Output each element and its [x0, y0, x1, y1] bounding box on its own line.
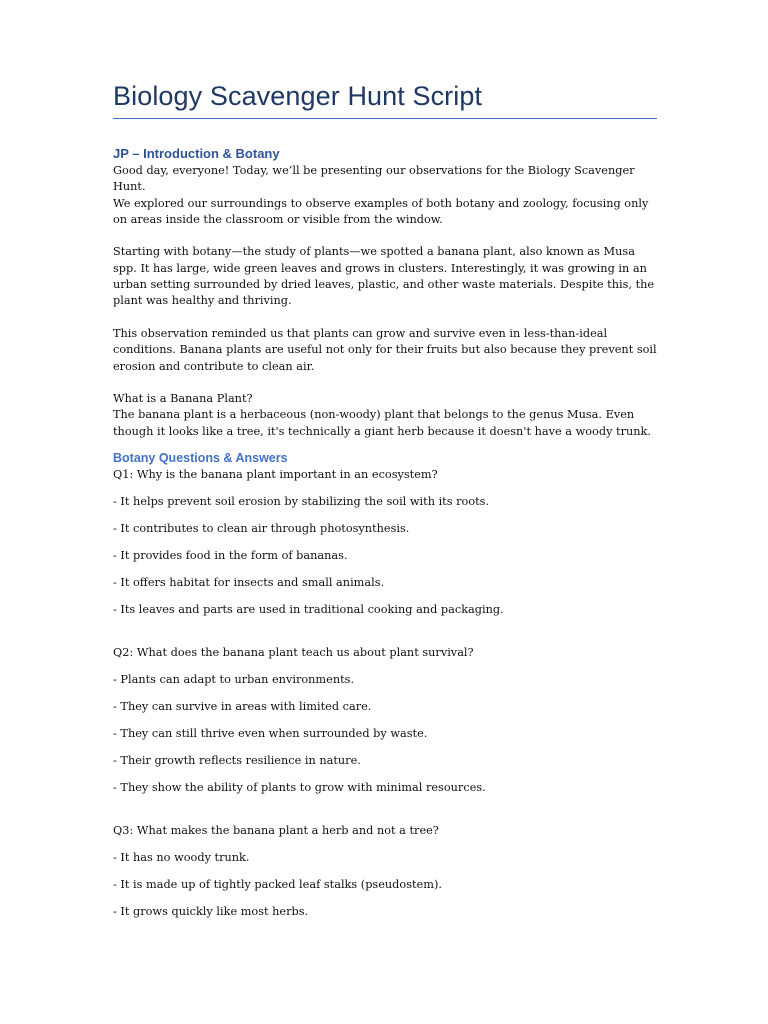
q1-answer: - It contributes to clean air through photosynthesis.: [113, 522, 410, 536]
spacer: [113, 510, 658, 521]
spacer: [113, 228, 658, 244]
spacer: [113, 867, 658, 878]
q3-question: Q3: What makes the banana plant a herb and not a tree?: [113, 824, 439, 838]
spacer: [113, 796, 658, 823]
q3-answer: - It has no woody trunk.: [113, 851, 250, 865]
q2-answer: - They can still thrive even when surrounded by waste.: [113, 727, 428, 741]
q2-answer: - They show the ability of plants to grow with minimal resources.: [113, 781, 486, 795]
q3-answer: - It grows quickly like most herbs.: [113, 905, 309, 919]
spacer: [113, 662, 658, 673]
spacer: [113, 770, 658, 781]
spacer: [113, 591, 658, 602]
botany-paragraph: Starting with botany—the study of plants—we spotted a banana plant, also known as Musa spp. It has large, wide green leaves and grows in clusters. Interestingly, it was growing in an urban setting surrounded by dried leaves, plastic, and other waste materials. Despite this, the plant was healthy and thriving.: [113, 245, 655, 308]
qa-heading: Botany Questions & Answers: [113, 451, 288, 466]
spacer: [113, 483, 658, 494]
q1-answer: - It offers habitat for insects and small animals.: [113, 575, 385, 589]
spacer: [113, 840, 658, 851]
q2-answer: - They can survive in areas with limited care.: [113, 700, 372, 714]
banana-question: What is a Banana Plant?: [113, 392, 253, 406]
q2-answer: - Plants can adapt to urban environments.: [113, 673, 355, 687]
spacer: [113, 310, 658, 326]
banana-answer: The banana plant is a herbaceous (non-woody) plant that belongs to the genus Musa. Even though it looks like a tree, it's technically a giant herb because it doesn't have a woody trunk.: [113, 408, 651, 438]
q1-question: Q1: Why is the banana plant important in an ecosystem?: [113, 468, 438, 482]
q3-answer: - It is made up of tightly packed leaf stalks (pseudostem).: [113, 878, 442, 892]
spacer: [113, 564, 658, 575]
spacer: [113, 743, 658, 754]
q1-answer: - It provides food in the form of bananas.: [113, 549, 348, 562]
title-underline: [113, 118, 657, 119]
spacer: [113, 537, 658, 548]
document-body: [113, 145, 658, 921]
q2-question: Q2: What does the banana plant teach us about plant survival?: [113, 646, 474, 660]
spacer: [113, 894, 658, 905]
spacer: [113, 375, 658, 391]
section-heading: JP – Introduction & Botany: [113, 146, 280, 161]
observation-paragraph: This observation reminded us that plants can grow and survive even in less-than-ideal conditions. Banana plants are useful not only for their fruits but also because they prevent soil erosion and contribute to clean air.: [113, 326, 657, 373]
q2-answer: - Their growth reflects resilience in nature.: [113, 754, 361, 768]
document-title: Biology Scavenger Hunt Script: [113, 81, 483, 111]
spacer: [113, 689, 658, 700]
q1-answer: - It helps prevent soil erosion by stabilizing the soil with its roots.: [113, 495, 490, 509]
spacer: [113, 440, 658, 449]
intro-paragraph-2: We explored our surroundings to observe examples of both botany and zoology, focusing only on areas inside the classroom or visible from the window.: [113, 196, 649, 226]
intro-paragraph-1: Good day, everyone! Today, we’ll be presenting our observations for the Biology Scavenger Hunt.: [113, 164, 635, 194]
spacer: [113, 618, 658, 645]
q1-answer: - Its leaves and parts are used in traditional cooking and packaging.: [113, 602, 504, 616]
spacer: [113, 716, 658, 727]
